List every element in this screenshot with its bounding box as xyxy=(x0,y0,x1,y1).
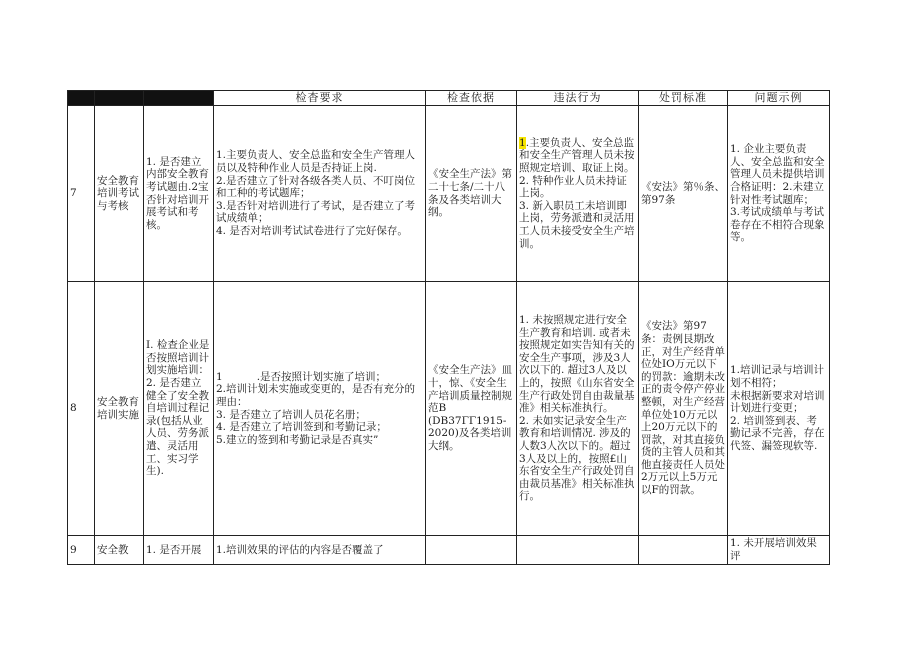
examples-text: 1. 企业主要负责人、安全总监和安全管理人员未提供培训合格证明：2.未建立针对性考试题库； 3.考试成绩单与考试卷存在不相符合现象等。 xyxy=(728,106,830,282)
penalty-text: 《安法》第％条、第97条 xyxy=(639,106,728,282)
check-content: I. 检查企业是否按照培训计划实施培训：2. 是否建立健全了安全教自培训过程记录(包括从业人员、劳务派遣、灵活用工、实习学生). xyxy=(144,282,214,536)
requirements-text: 1.培训效果的评估的内容是否覆盖了 xyxy=(214,536,426,565)
basis-text: 《安全生产法》皿十，惊、《安全生产培训质量控制规范B (DB37ΓΓ1915-2020)及各类培训大纲。 xyxy=(426,282,517,536)
violation-text xyxy=(517,536,639,565)
item-name: 安全教育培训实施 xyxy=(95,282,144,536)
requirement-number: 1 xyxy=(216,370,223,383)
table-row xyxy=(68,282,830,536)
basis-text: 《安全生产法》第二十七条/二十八条及各类培训大纲。 xyxy=(426,106,517,282)
inspection-table xyxy=(67,90,830,565)
item-name: 安全教 xyxy=(95,536,144,565)
header-row xyxy=(68,91,830,106)
table-row xyxy=(68,536,830,565)
item-name: 安全教育培训考试与考核 xyxy=(95,106,144,282)
header-blank-cell xyxy=(68,91,95,106)
examples-text: 1.培训记录与培训计划不相符； 未根据新要求对培训计划进行变更； 2. 培训签到表、考勤记录不完善，存在代签、漏签现软等. xyxy=(728,282,830,536)
requirements-text: 2.培训计划未实施或变更的，是否有充分的理由： 3. 是否建立了培训人员花名册； 4. 是否建立了培训签到和考勤记录； 5.建立的签到和考勤记录是否真实” xyxy=(216,383,416,446)
highlight-marker: 1 xyxy=(519,136,526,149)
header-check-basis: 检查依据 xyxy=(426,91,517,106)
requirements-text: 1.主要负责人、安全总监和安全生产管理人员以及特种作业人员是否持证上岗. 2.是否建立了针对各级各类人员、不叮岗位和工种的考试题库； 3.是否针对培训进行了考试，是否建立了考试成绩单； 4. 是否对培训考试试卷进行了完好保存。 xyxy=(214,106,426,282)
row-number: 7 xyxy=(68,106,95,282)
violation-text: 1. 未按照规定进行安全生产教育和培训. 或者未按照规定如实告知有关的安全生产事项，涉及3人次以下的. 超过3人及以上的，按照《山东省安全生产行政处罚自由裁量基准》相关标准执行。 2. 未如实记录安全生产教育和培训情况. 涉及的人数3人次以下的。超过3人及以上的，按照£山东省安全生产行政处罚自由裁员基准》相关标准执行。 xyxy=(517,282,639,536)
header-examples: 问题示例 xyxy=(728,91,830,106)
violation-cell xyxy=(517,106,639,282)
table-row xyxy=(68,106,830,282)
basis-text xyxy=(426,536,517,565)
requirements-cell xyxy=(214,282,426,536)
row-number: 8 xyxy=(68,282,95,536)
penalty-text xyxy=(639,536,728,565)
header-violation: 违法行为 xyxy=(517,91,639,106)
row-number: 9 xyxy=(68,536,95,565)
penalty-text: 《安法》第97条：责例艮期改正，对生产经背单位处IO万元以下的罚款：逾期未改正的责令停产停业整顿，对生产经营单位处10万元以上20万元以下的罚款，对其直接负货的主管人员和其他直接责任人员处2万元以上5万元以F的罚款。 xyxy=(639,282,728,536)
check-content: 1. 是否建立内部安全教育考试题由.2宝否针对培训开展考试和考核。 xyxy=(144,106,214,282)
check-content: 1. 是否开展 xyxy=(144,536,214,565)
violation-text: .主要负责人、安全总监和安全生产管理人员未按照规定培训、取证上岗。 2. 特种作业人员未持证上岗。 3. 新入职员工未培训即上岗，劳务派遣和灵活用工人员未接受安全生产培训。 xyxy=(519,136,635,250)
header-penalty: 处罚标准 xyxy=(639,91,728,106)
requirement-line: .是否按照计划实施了培训； xyxy=(256,370,387,383)
examples-text: 1. 未开展培训效果评 xyxy=(728,536,830,565)
header-blank-cell xyxy=(95,91,144,106)
header-check-requirements: 检杳要求 xyxy=(214,91,426,106)
header-blank-cell xyxy=(144,91,214,106)
